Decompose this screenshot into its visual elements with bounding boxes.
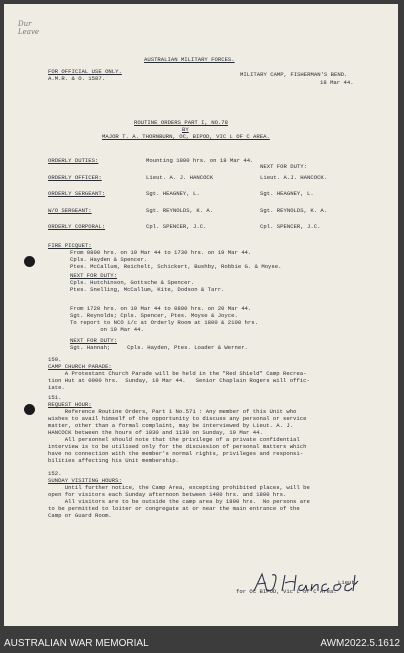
orders-by: BY [182,126,189,133]
duty-label: ORDERLY OFFICER: [48,174,102,181]
duty-current: Sgt. HEAGNEY, L. [146,190,200,197]
fire-picquet-block: From 0800 hrs. on 19 Mar 44 to 1730 hrs. on 19 Mar 44. Cpls. Hayden & Spencer. Ptes. McCallum, Reichelt, Schickert, Bushby, Robbie G. & Moyse. [70,249,282,270]
camp-location: MILITARY CAMP, FISHERMAN'S BEND. [240,71,348,78]
section-heading: REQUEST HOUR: [48,401,92,408]
section-text: Until further notice, the Camp Area, excepting prohibited places, will be open for visitors each Sunday afternoon between 1400 hrs. and 1800 hrs. All visitors are to be outside the camp area by 1800 hrs. No persons are to be permitted to loiter or congregate at or near the main entrance of the Camp or Guard Room. [48,484,310,519]
orders-commander: MAJOR T. A. THORNBURN, OC, BIPOD, VIC L OF C AREA. [102,133,270,140]
duty-label: ORDERLY DUTIES: [48,157,99,164]
document-page [4,4,398,626]
duty-current: Cpl. SPENCER, J.C. [146,223,207,230]
pencil-note: Dur Leave [18,20,40,36]
section-text: Reference Routine Orders, Part 1 No.571 : Any member of this Unit who wishes to avail himself of the opportunity to discuss any personal or service matter, other than a formal complaint, may be interviewed by Lieut. A. J. HANCOCK between the hours of 1030 and 1130 on Sunday, 19 Mar 44. All personnel should note that the privilege of a private confidential interview is to be utilised only for the discussion of personal matters which have no connection with the member's normal rights, privileges and responsi- bilities affecting his Unit membership. [48,408,307,464]
next-for-duty-label: NEXT FOR DUTY: [70,337,117,344]
amr-reference: A.M.R. & O. 1587. [48,75,106,82]
archive-reference: AWM2022.5.1612 [320,638,400,649]
archive-footer [0,631,404,653]
duty-next: Sgt. HEAGNEY, L. [260,190,314,197]
section-number: 152. [48,470,62,477]
archive-name: AUSTRALIAN WAR MEMORIAL [4,638,149,649]
duty-next: Sgt. REYNOLDS, K. A. [260,207,328,214]
duty-next: Cpl. SPENCER, J.C. [260,223,321,230]
fire-picquet-label: FIRE PICQUET: [48,242,92,249]
section-number: 151. [48,394,62,401]
duty-label: W/O SERGEANT: [48,207,92,214]
duty-label: ORDERLY CORPORAL: [48,223,106,230]
document-title: AUSTRALIAN MILITARY FORCES. [144,56,235,63]
official-use-note: FOR OFFICIAL USE ONLY. [48,68,122,75]
signatory-for-line: for OC BIPOD, Vic L of C Area. [236,588,337,595]
next-for-duty-label: NEXT FOR DUTY: [70,272,117,279]
section-heading: CAMP CHURCH PARADE: [48,363,112,370]
section-text: A Protestant Church Parade will be held in the "Red Shield" Camp Recrea- tion Hut at 0900 hrs. Sunday, 19 Mar 44. Senior Chaplain Rogers will offic- iate. [48,370,310,391]
duty-label: ORDERLY SERGEANT: [48,190,106,197]
duty-current: Mounting 1800 hrs. on 18 Mar 44. [146,157,254,164]
section-number: 150. [48,356,62,363]
fire-picquet-block: Cpls. Hutchinson, Gottsche & Spencer. Ptes. Snelling, McCallum, Kite, Dodson & Tarr. [70,279,225,293]
punch-hole [24,404,35,415]
document-date: 18 Mar 44. [320,79,354,86]
signatory-rank: Lieut. [338,579,359,586]
fire-picquet-block: From 1720 hrs. on 19 Mar 44 to 0800 hrs. on 20 Mar 44. Sgt. Reynolds; Cpls. Spencer, Ptes. Moyse & Joyce. To report to NCO i/c at Orderly Room at 1800 & 2100 hrs. on 19 Mar 44. [70,305,258,333]
punch-hole [24,256,35,267]
duty-current: Lieut. A. J. HANCOCK [146,174,214,181]
fire-picquet-block: Sgt. Hannah; Cpls. Hayden, Ptes. Loader & Werner. [70,344,248,351]
orders-title: ROUTINE ORDERS PART I, NO.78 [134,119,228,126]
duty-current: Sgt. REYNOLDS, K. A. [146,207,214,214]
duty-next: Lieut. A.J. HANCOCK. [260,174,328,181]
next-for-duty-header: NEXT FOR DUTY: [260,163,307,170]
section-heading: SUNDAY VISITING HOURS: [48,477,122,484]
